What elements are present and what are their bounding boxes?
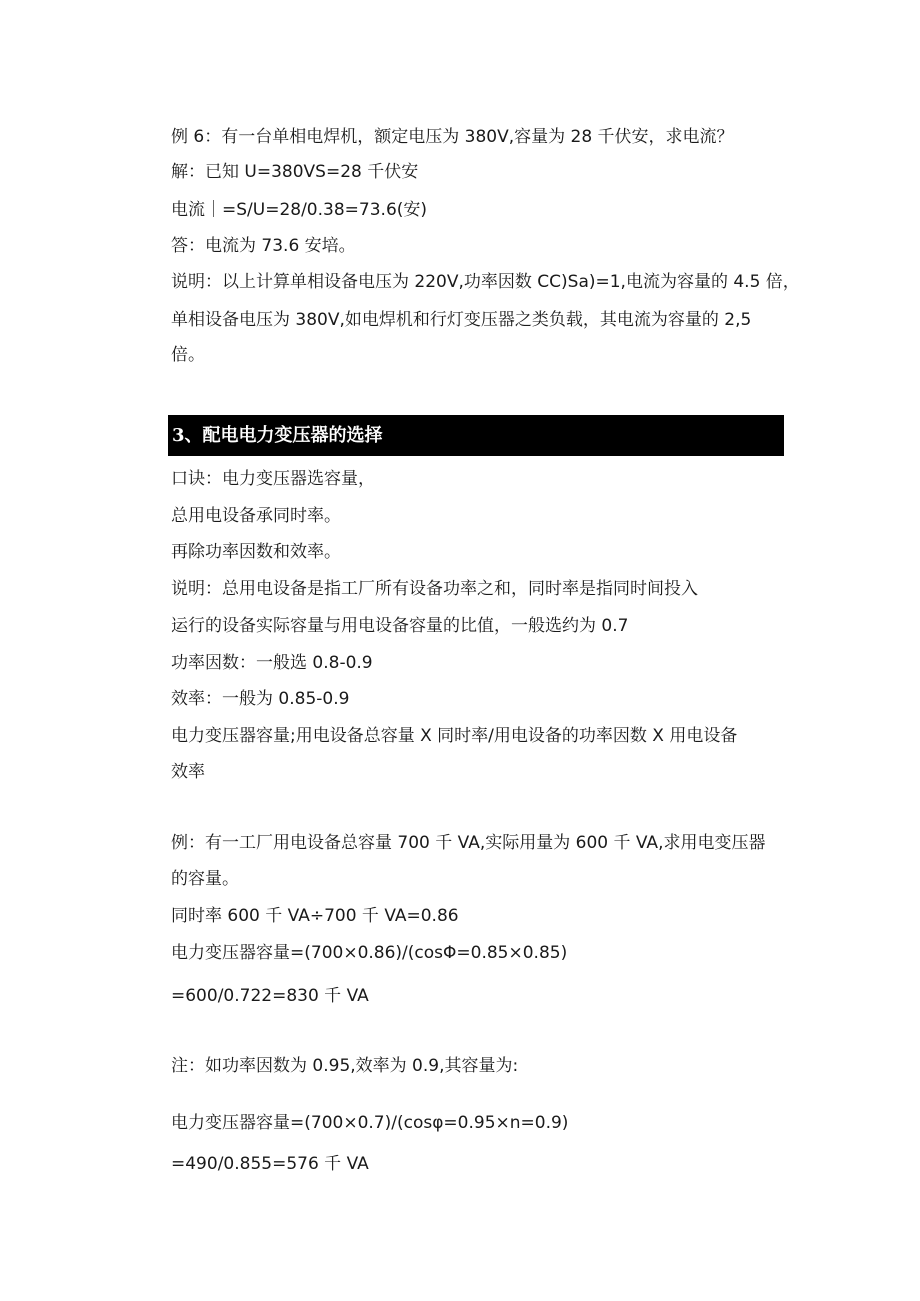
note-line: 注：如功率因数为 0.95,效率为 0.9,其容量为: <box>171 1056 519 1076</box>
calc-line-3: =600/0.722=830 千 VA <box>171 986 369 1006</box>
solution-given: 解：已知 U=380VS=28 千伏安 <box>171 162 419 182</box>
efficiency-line: 效率：一般为 0.85-0.9 <box>171 689 350 709</box>
explain-line-1: 说明：总用电设备是指工厂所有设备功率之和，同时率是指同时间投入 <box>171 579 698 599</box>
calc-line-4: 电力变压器容量=(700×0.7)/(cosφ=0.95×n=0.9) <box>171 1113 569 1133</box>
mnemonic-line-3: 再除功率因数和效率。 <box>171 542 341 562</box>
calc-line-5: =490/0.855=576 千 VA <box>171 1154 369 1174</box>
section-heading: 3、配电电力变压器的选择 <box>172 425 383 446</box>
explain-line-2: 运行的设备实际容量与用电设备容量的比值，一般选约为 0.7 <box>171 616 629 636</box>
note-line-1: 说明：以上计算单相设备电压为 220V,功率因数 CC)Sa)=1,电流为容量的 4.5 倍， <box>171 272 800 292</box>
note-line-3: 倍。 <box>171 345 205 365</box>
power-factor-line: 功率因数：一般选 0.8-0.9 <box>171 653 373 673</box>
mnemonic-line-2: 总用电设备承同时率。 <box>171 506 341 526</box>
example-6-question: 例 6：有一台单相电焊机，额定电压为 380V,容量为 28 千伏安，求电流？ <box>171 127 734 147</box>
calc-line-2: 电力变压器容量=(700×0.86)/(cosΦ=0.85×0.85) <box>171 943 568 963</box>
mnemonic-line-1: 口诀：电力变压器选容量， <box>171 469 375 489</box>
example-line-2: 的容量。 <box>171 869 239 889</box>
answer-line: 答：电流为 73.6 安培。 <box>171 236 356 256</box>
formula-line-2: 效率 <box>171 762 205 782</box>
example-line-1: 例：有一工厂用电设备总容量 700 千 VA,实际用量为 600 千 VA,求用电变压器 <box>171 833 766 853</box>
note-line-2: 单相设备电压为 380V,如电焊机和行灯变压器之类负载，其电流为容量的 2,5 <box>171 310 752 330</box>
calc-line-1: 同时率 600 千 VA÷700 千 VA=0.86 <box>171 906 459 926</box>
current-formula: 电流｜=S/U=28/0.38=73.6(安) <box>171 200 428 220</box>
section-heading-bar <box>168 415 784 456</box>
formula-line-1: 电力变压器容量;用电设备总容量 X 同时率/用电设备的功率因数 X 用电设备 <box>171 726 738 746</box>
